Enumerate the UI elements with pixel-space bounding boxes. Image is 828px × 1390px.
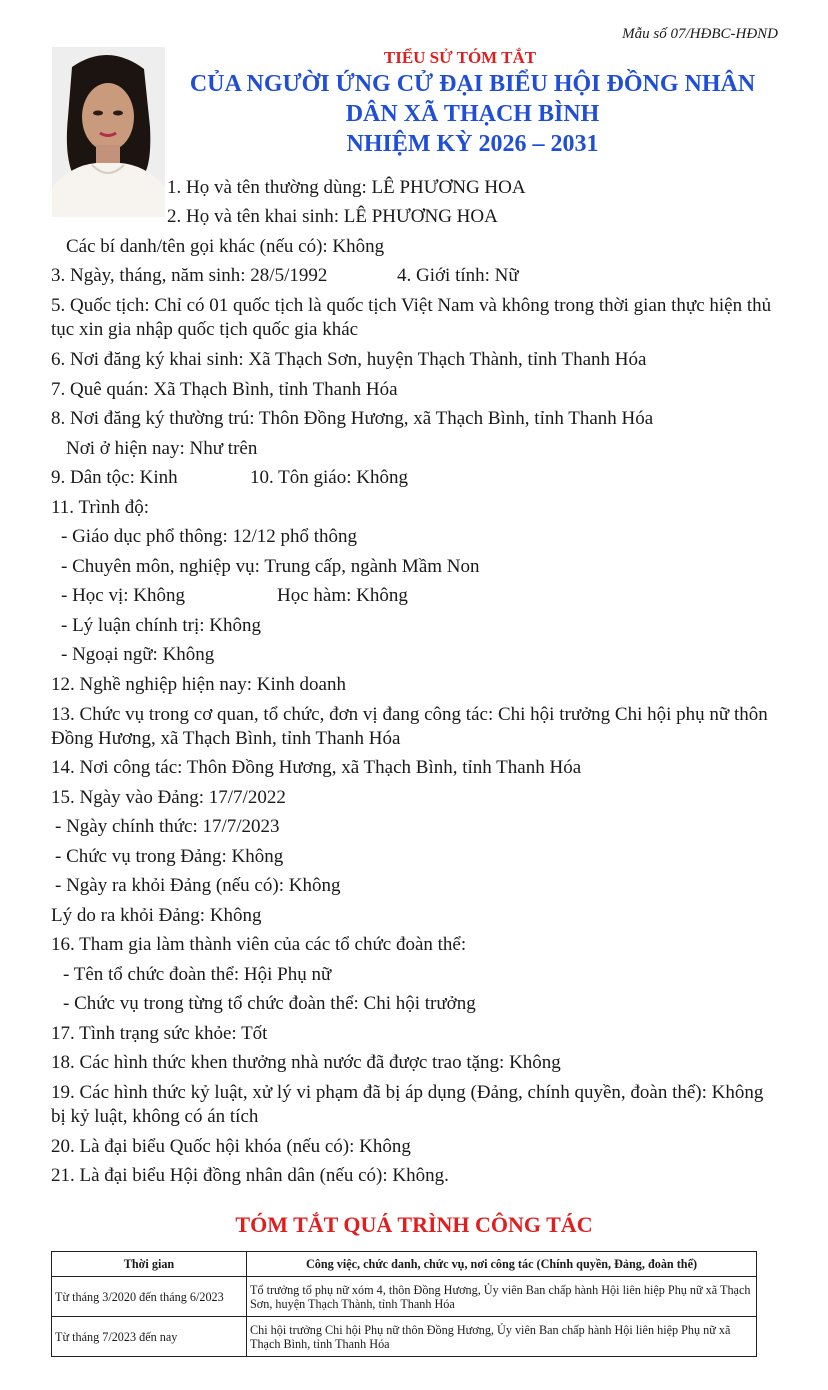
table-header-row: [52, 1252, 757, 1277]
work-history-table: [51, 1251, 757, 1357]
organization-name: - Tên tổ chức đoàn thể: Hội Phụ nữ: [63, 964, 332, 985]
education-heading: 11. Trình độ:: [51, 497, 150, 518]
state-awards: 18. Các hình thức khen thưởng nhà nước đã được trao tặng: Không: [51, 1052, 561, 1073]
document-heading-line-3: NHIỆM KỲ 2026 – 2031: [346, 131, 599, 157]
party-leave-date: - Ngày ra khỏi Đảng (nếu có): Không: [55, 875, 341, 896]
current-residence: Nơi ở hiện nay: Như trên: [66, 438, 258, 459]
birth-name: 2. Họ và tên khai sinh: LÊ PHƯƠNG HOA: [167, 206, 498, 227]
current-occupation: 12. Nghề nghiệp hiện nay: Kinh doanh: [51, 674, 346, 695]
organization-position: - Chức vụ trong từng tổ chức đoàn thể: Chi hội trưởng: [63, 993, 476, 1014]
academic-title: Học hàm: Không: [277, 585, 408, 606]
organization-membership: 16. Tham gia làm thành viên của các tổ chức đoàn thể:: [51, 934, 467, 955]
birth-registration-place: 6. Nơi đăng ký khai sinh: Xã Thạch Sơn, huyện Thạch Thành, tỉnh Thanh Hóa: [51, 349, 647, 370]
document-title: TIỂU SỬ TÓM TẮT: [383, 48, 537, 67]
form-number: Mẫu số 07/HĐBC-HĐND: [622, 26, 778, 42]
row-time: Từ tháng 3/2020 đến tháng 6/2023: [52, 1277, 247, 1317]
permanent-residence: 8. Nơi đăng ký thường trú: Thôn Đồng Hương, xã Thạch Bình, tỉnh Thanh Hóa: [51, 408, 654, 429]
foreign-language: - Ngoại ngữ: Không: [61, 644, 215, 665]
table-row: [52, 1317, 757, 1357]
political-theory: - Lý luận chính trị: Không: [61, 615, 261, 636]
column-header-work: Công việc, chức danh, chức vụ, nơi công tác (Chính quyền, Đảng, đoàn thể): [247, 1252, 757, 1277]
disciplinary-record: 19. Các hình thức kỷ luật, xử lý vi phạm đã bị áp dụng (Đảng, chính quyền, đoàn thể): Không bị kỷ luật, không có án tích: [51, 1082, 764, 1127]
academic-degree: - Học vị: Không: [61, 585, 186, 606]
nationality: 5. Quốc tịch: Chỉ có 01 quốc tịch là quốc tịch Việt Nam và không trong thời gian thực hiện thủ tục xin gia nhập quốc tịch quốc gia khác: [51, 295, 772, 340]
row-time: Từ tháng 7/2023 đến nay: [52, 1317, 247, 1357]
column-header-time: Thời gian: [52, 1252, 247, 1277]
general-education: - Giáo dục phổ thông: 12/12 phổ thông: [61, 526, 358, 547]
health-status: 17. Tình trạng sức khỏe: Tốt: [51, 1023, 268, 1044]
row-work: Tổ trưởng tổ phụ nữ xóm 4, thôn Đồng Hương, Ủy viên Ban chấp hành Hội liên hiệp Phụ nữ xã Thạch Sơn, huyện Thạch Thành, tỉnh Thanh Hóa: [247, 1277, 757, 1317]
row-work: Chi hội trưởng Chi hội Phụ nữ thôn Đồng Hương, Ủy viên Ban chấp hành Hội liên hiệp Phụ nữ xã Thạch Bình, tỉnh Thanh Hóa: [247, 1317, 757, 1357]
document-heading-line-1: CỦA NGƯỜI ỨNG CỬ ĐẠI BIỂU HỘI ĐỒNG NHÂN: [189, 71, 756, 97]
party-leave-reason: Lý do ra khỏi Đảng: Không: [51, 905, 262, 926]
work-history-title: TÓM TẮT QUÁ TRÌNH CÔNG TÁC: [235, 1212, 593, 1237]
date-of-birth: 3. Ngày, tháng, năm sinh: 28/5/1992: [51, 265, 328, 286]
gender: 4. Giới tính: Nữ: [397, 265, 519, 286]
current-position: 13. Chức vụ trong cơ quan, tổ chức, đơn vị đang công tác: Chi hội trưởng Chi hội phụ nữ thôn Đồng Hương, xã Thạch Bình, tỉnh Thanh Hóa: [51, 704, 768, 749]
aliases: Các bí danh/tên gọi khác (nếu có): Không: [66, 236, 385, 257]
table-row: [52, 1277, 757, 1317]
professional-qualification: - Chuyên môn, nghiệp vụ: Trung cấp, ngành Mầm Non: [61, 556, 480, 577]
party-official-date: - Ngày chính thức: 17/7/2023: [55, 816, 280, 837]
national-assembly-delegate: 20. Là đại biểu Quốc hội khóa (nếu có): Không: [51, 1136, 411, 1157]
document-heading-line-2: DÂN XÃ THẠCH BÌNH: [345, 101, 600, 127]
council-delegate: 21. Là đại biểu Hội đồng nhân dân (nếu có): Không.: [51, 1165, 449, 1186]
hometown: 7. Quê quán: Xã Thạch Bình, tỉnh Thanh Hóa: [51, 379, 398, 400]
party-position: - Chức vụ trong Đảng: Không: [55, 846, 284, 867]
party-admission-date: 15. Ngày vào Đảng: 17/7/2022: [51, 787, 286, 808]
religion: 10. Tôn giáo: Không: [250, 467, 408, 488]
ethnicity: 9. Dân tộc: Kinh: [51, 467, 178, 488]
workplace: 14. Nơi công tác: Thôn Đồng Hương, xã Thạch Bình, tỉnh Thanh Hóa: [51, 757, 582, 778]
portrait-photo: [52, 47, 165, 217]
common-name: 1. Họ và tên thường dùng: LÊ PHƯƠNG HOA: [167, 177, 526, 198]
